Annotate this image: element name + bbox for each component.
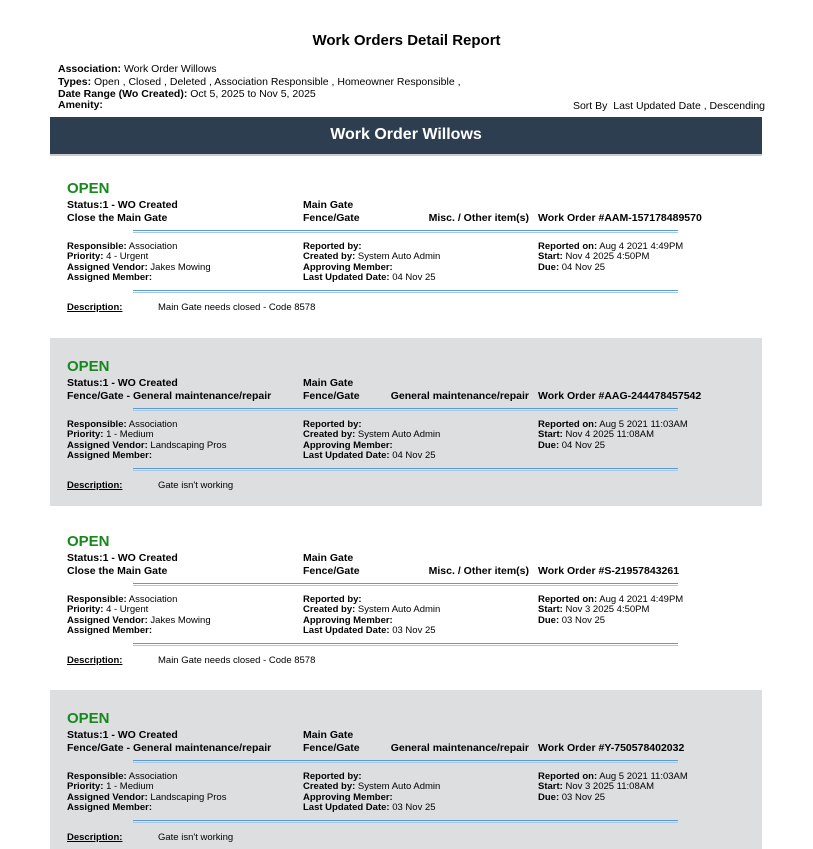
reported-by-label: Reported by: — [303, 771, 362, 782]
work-order-card — [50, 338, 762, 506]
due-row — [538, 441, 605, 452]
order-name: Fence/Gate - General maintenance/repair — [67, 390, 272, 402]
last-updated-label: Last Updated Date: — [303, 272, 390, 283]
created-by-label: Created by: — [303, 429, 356, 440]
last-updated-value: 03 Nov 25 — [392, 625, 436, 636]
order-state: OPEN — [67, 710, 110, 727]
due-value: 04 Nov 25 — [561, 440, 606, 451]
divider — [133, 468, 678, 471]
order-status: Status:1 - WO Created — [67, 729, 178, 741]
reported-on-value: Aug 4 2021 4:49PM — [599, 594, 684, 605]
order-subcategory: Misc. / Other item(s) — [428, 212, 529, 224]
order-location: Main Gate — [303, 729, 354, 741]
order-status: Status:1 - WO Created — [67, 552, 178, 564]
description-value: Main Gate needs closed - Code 8578 — [158, 302, 316, 313]
last-updated-label: Last Updated Date: — [303, 450, 390, 461]
description-label: Description: — [67, 655, 123, 666]
due-label: Due: — [538, 615, 560, 626]
vendor-label: Assigned Vendor: — [67, 262, 148, 273]
created-by-label: Created by: — [303, 781, 356, 792]
order-subcategory: General maintenance/repair — [390, 742, 529, 754]
order-category: Fence/Gate — [303, 390, 360, 402]
order-number: Work Order #S-21957843261 — [538, 565, 680, 577]
order-location: Main Gate — [303, 377, 354, 389]
report-title: Work Orders Detail Report — [312, 32, 501, 49]
types-label: Types: — [58, 76, 92, 88]
due-value: 03 Nov 25 — [561, 615, 606, 626]
responsible-value: Association — [128, 241, 178, 252]
order-name: Close the Main Gate — [67, 212, 168, 224]
divider — [133, 820, 678, 823]
created-by-value: System Auto Admin — [357, 604, 441, 615]
reported-by-label: Reported by: — [303, 594, 362, 605]
reported-on-label: Reported on: — [538, 594, 598, 605]
order-category: Fence/Gate — [303, 212, 360, 224]
description-label: Description: — [67, 302, 123, 313]
order-status: Status:1 - WO Created — [67, 199, 178, 211]
description-value: Gate isn't working — [158, 480, 234, 491]
start-value: Nov 3 2025 4:50PM — [565, 604, 650, 615]
sort-by — [573, 100, 765, 112]
last-updated-label: Last Updated Date: — [303, 625, 390, 636]
reported-by-label: Reported by: — [303, 419, 362, 430]
responsible-value: Association — [128, 771, 178, 782]
order-state: OPEN — [67, 533, 110, 550]
priority-label: Priority: — [67, 429, 104, 440]
start-value: Nov 3 2025 11:08AM — [565, 781, 655, 792]
member-label: Assigned Member: — [67, 802, 152, 813]
start-value: Nov 4 2025 11:08AM — [565, 429, 655, 440]
priority-value: 1 - Medium — [106, 429, 154, 440]
priority-row — [67, 252, 148, 263]
responsible-value: Association — [128, 594, 178, 605]
divider — [133, 760, 678, 763]
reported-on-value: Aug 5 2021 11:03AM — [599, 771, 688, 782]
created-by-value: System Auto Admin — [357, 429, 441, 440]
description-value: Main Gate needs closed - Code 8578 — [158, 655, 316, 666]
due-label: Due: — [538, 262, 560, 273]
last-updated-label: Last Updated Date: — [303, 802, 390, 813]
priority-value: 4 - Urgent — [106, 604, 149, 615]
due-label: Due: — [538, 440, 560, 451]
vendor-value: Landscaping Pros — [150, 440, 227, 451]
vendor-value: Landscaping Pros — [150, 792, 227, 803]
start-label: Start: — [538, 429, 563, 440]
association-value: Work Order Willows — [123, 63, 217, 75]
reported-on-label: Reported on: — [538, 419, 598, 430]
order-subcategory: Misc. / Other item(s) — [428, 565, 529, 577]
association-banner: Work Order Willows — [50, 117, 762, 156]
vendor-label: Assigned Vendor: — [67, 792, 148, 803]
created-by-label: Created by: — [303, 604, 356, 615]
vendor-label: Assigned Vendor: — [67, 440, 148, 451]
amenity-line — [58, 100, 103, 111]
order-category: Fence/Gate — [303, 565, 360, 577]
priority-label: Priority: — [67, 781, 104, 792]
types-line — [58, 77, 461, 88]
sort-value: Last Updated Date , Descending — [613, 100, 765, 112]
order-category: Fence/Gate — [303, 742, 360, 754]
date-range-label: Date Range (Wo Created): — [58, 88, 188, 100]
reported-on-label: Reported on: — [538, 771, 598, 782]
created-by-row — [303, 252, 440, 263]
approving-label: Approving Member: — [303, 440, 393, 451]
start-row — [538, 430, 654, 441]
description-value: Gate isn't working — [158, 832, 234, 843]
work-order-card — [50, 690, 762, 849]
approving-label: Approving Member: — [303, 262, 393, 273]
priority-row — [67, 782, 154, 793]
start-label: Start: — [538, 251, 563, 262]
last-updated-value: 04 Nov 25 — [392, 272, 436, 283]
approving-label: Approving Member: — [303, 792, 393, 803]
created-by-row — [303, 605, 440, 616]
priority-label: Priority: — [67, 604, 104, 615]
last-updated-value: 03 Nov 25 — [392, 802, 436, 813]
priority-row — [67, 605, 148, 616]
divider — [133, 290, 678, 293]
types-value: Open , Closed , Deleted , Association Responsible , Homeowner Responsible , — [94, 76, 461, 88]
order-number: Work Order #Y-750578402032 — [538, 742, 685, 754]
association-line — [58, 64, 217, 75]
reported-by-label: Reported by: — [303, 241, 362, 252]
created-by-row — [303, 430, 440, 441]
description-label: Description: — [67, 832, 123, 843]
due-label: Due: — [538, 792, 560, 803]
order-subcategory: General maintenance/repair — [390, 390, 529, 402]
start-label: Start: — [538, 604, 563, 615]
start-row — [538, 252, 649, 263]
work-order-card — [50, 513, 762, 678]
order-number: Work Order #AAM-157178489570 — [538, 212, 702, 224]
divider — [133, 230, 678, 233]
responsible-label: Responsible: — [67, 241, 127, 252]
start-label: Start: — [538, 781, 563, 792]
due-row — [538, 616, 605, 627]
member-label: Assigned Member: — [67, 625, 152, 636]
last-updated-value: 04 Nov 25 — [392, 450, 436, 461]
member-label: Assigned Member: — [67, 450, 152, 461]
last-updated-row — [303, 451, 436, 462]
order-location: Main Gate — [303, 552, 354, 564]
divider — [133, 643, 678, 646]
member-row — [67, 273, 152, 284]
member-label: Assigned Member: — [67, 272, 152, 283]
priority-value: 1 - Medium — [106, 781, 154, 792]
created-by-value: System Auto Admin — [357, 251, 441, 262]
last-updated-row — [303, 803, 436, 814]
responsible-value: Association — [128, 419, 178, 430]
member-row — [67, 451, 152, 462]
divider — [133, 583, 678, 586]
last-updated-row — [303, 626, 436, 637]
start-row — [538, 605, 649, 616]
member-row — [67, 803, 152, 814]
priority-label: Priority: — [67, 251, 104, 262]
responsible-label: Responsible: — [67, 771, 127, 782]
start-row — [538, 782, 654, 793]
order-state: OPEN — [67, 358, 110, 375]
vendor-value: Jakes Mowing — [150, 615, 211, 626]
sort-label: Sort By — [572, 100, 608, 112]
due-row — [538, 263, 605, 274]
due-value: 03 Nov 25 — [561, 792, 606, 803]
reported-on-value: Aug 5 2021 11:03AM — [599, 419, 688, 430]
divider — [133, 408, 678, 411]
association-label: Association: — [58, 63, 122, 75]
responsible-label: Responsible: — [67, 594, 127, 605]
order-name: Fence/Gate - General maintenance/repair — [67, 742, 272, 754]
order-name: Close the Main Gate — [67, 565, 168, 577]
priority-row — [67, 430, 154, 441]
description-label: Description: — [67, 480, 123, 491]
due-value: 04 Nov 25 — [561, 262, 606, 273]
amenity-label: Amenity: — [58, 99, 103, 111]
reported-on-value: Aug 4 2021 4:49PM — [599, 241, 684, 252]
start-value: Nov 4 2025 4:50PM — [565, 251, 650, 262]
work-order-card — [50, 160, 762, 325]
responsible-label: Responsible: — [67, 419, 127, 430]
order-status: Status:1 - WO Created — [67, 377, 178, 389]
reported-on-label: Reported on: — [538, 241, 598, 252]
vendor-label: Assigned Vendor: — [67, 615, 148, 626]
approving-label: Approving Member: — [303, 615, 393, 626]
date-range-value: Oct 5, 2025 to Nov 5, 2025 — [190, 88, 316, 100]
created-by-row — [303, 782, 440, 793]
last-updated-row — [303, 273, 436, 284]
priority-value: 4 - Urgent — [106, 251, 149, 262]
order-number: Work Order #AAG-244478457542 — [538, 390, 702, 402]
due-row — [538, 793, 605, 804]
order-location: Main Gate — [303, 199, 354, 211]
created-by-label: Created by: — [303, 251, 356, 262]
order-state: OPEN — [67, 180, 110, 197]
member-row — [67, 626, 152, 637]
created-by-value: System Auto Admin — [357, 781, 441, 792]
vendor-value: Jakes Mowing — [150, 262, 211, 273]
